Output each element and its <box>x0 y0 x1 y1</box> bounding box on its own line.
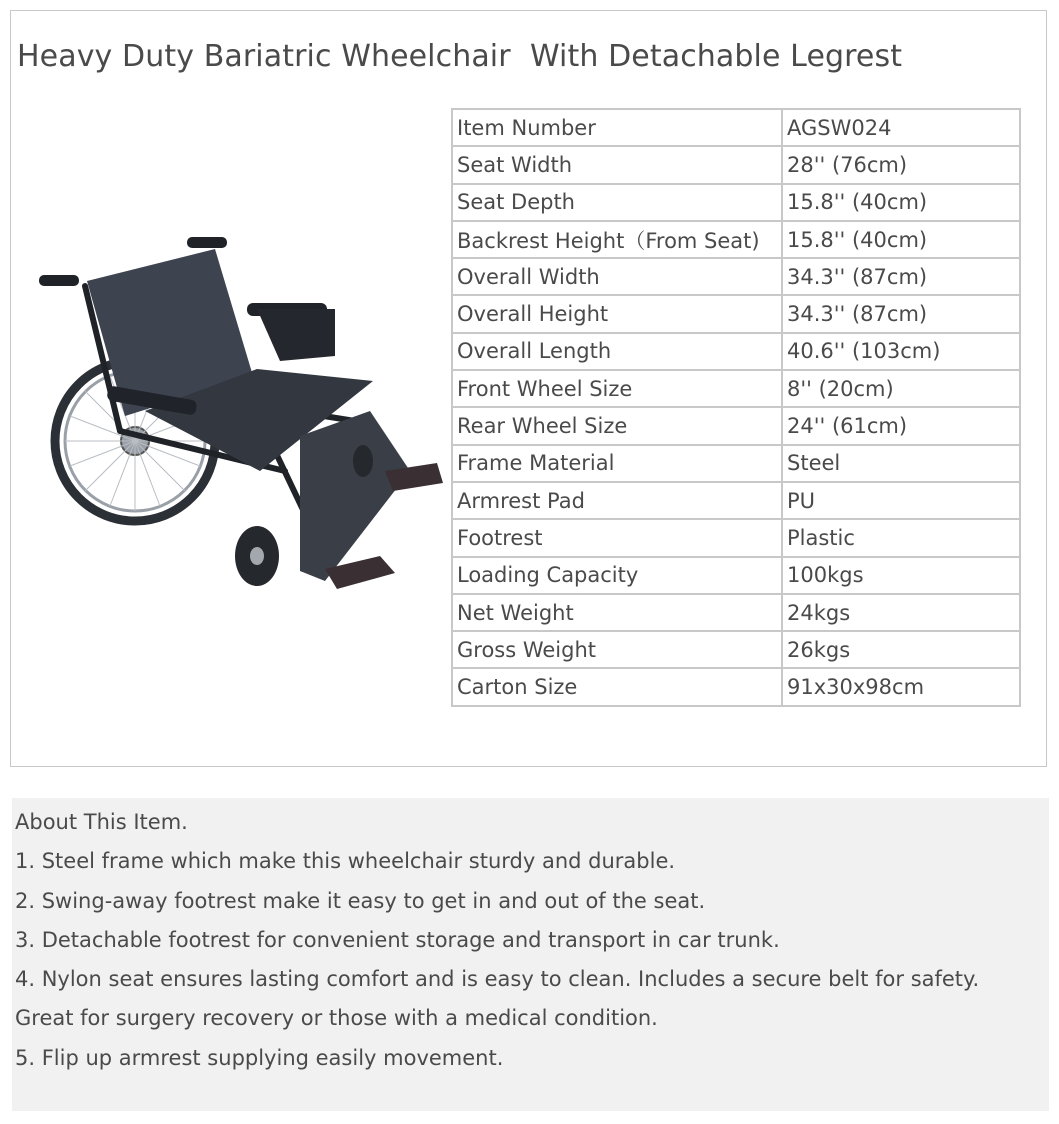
spec-row <box>452 557 1020 594</box>
spec-row <box>452 295 1020 332</box>
spec-row <box>452 407 1020 444</box>
spec-row <box>452 258 1020 295</box>
spec-label: Loading Capacity <box>452 557 782 594</box>
spec-label: Frame Material <box>452 445 782 482</box>
spec-value: 100kgs <box>782 557 1020 594</box>
spec-row <box>452 146 1020 183</box>
spec-label: Rear Wheel Size <box>452 407 782 444</box>
about-line: 5. Flip up armrest supplying easily movement. <box>15 1045 504 1070</box>
spec-value: PU <box>782 482 1020 519</box>
spec-row <box>452 445 1020 482</box>
spec-value: 34.3'' (87cm) <box>782 258 1020 295</box>
spec-value: 26kgs <box>782 631 1020 668</box>
product-title: Heavy Duty Bariatric Wheelchair With Detachable Legrest <box>17 39 903 74</box>
spec-row <box>452 482 1020 519</box>
spec-row <box>452 221 1020 258</box>
spec-value: 91x30x98cm <box>782 668 1020 705</box>
spec-value: 15.8'' (40cm) <box>782 221 1020 258</box>
spec-label: Item Number <box>452 109 782 146</box>
spec-label: Overall Width <box>452 258 782 295</box>
spec-value: 24kgs <box>782 594 1020 631</box>
spec-row <box>452 370 1020 407</box>
about-line: 1. Steel frame which make this wheelchair sturdy and durable. <box>15 849 676 874</box>
spec-table <box>451 108 1021 707</box>
about-line: 3. Detachable footrest for convenient storage and transport in car trunk. <box>15 927 780 952</box>
about-list <box>15 842 1049 1078</box>
spec-value: 28'' (76cm) <box>782 146 1020 183</box>
spec-label: Seat Depth <box>452 184 782 221</box>
about-section <box>12 798 1049 1111</box>
spec-label: Seat Width <box>452 146 782 183</box>
spec-row <box>452 594 1020 631</box>
spec-value: 15.8'' (40cm) <box>782 184 1020 221</box>
spec-row <box>452 519 1020 556</box>
spec-value: 40.6'' (103cm) <box>782 333 1020 370</box>
spec-value: 24'' (61cm) <box>782 407 1020 444</box>
product-card <box>10 10 1047 767</box>
spec-row <box>452 631 1020 668</box>
spec-row <box>452 109 1020 146</box>
spec-label: Backrest Height（From Seat) <box>452 221 782 258</box>
spec-label: Footrest <box>452 519 782 556</box>
about-heading: About This Item. <box>15 810 188 834</box>
spec-label: Net Weight <box>452 594 782 631</box>
spec-label: Carton Size <box>452 668 782 705</box>
spec-value: 34.3'' (87cm) <box>782 295 1020 332</box>
spec-row <box>452 184 1020 221</box>
spec-value: Steel <box>782 445 1020 482</box>
spec-label: Gross Weight <box>452 631 782 668</box>
spec-value: Plastic <box>782 519 1020 556</box>
spec-value: AGSW024 <box>782 109 1020 146</box>
spec-row <box>452 668 1020 705</box>
spec-row <box>452 333 1020 370</box>
wheelchair-image <box>25 171 455 591</box>
about-line: 4. Nylon seat ensures lasting comfort and is easy to clean. Includes a secure belt for safety. <box>15 967 980 992</box>
spec-label: Front Wheel Size <box>452 370 782 407</box>
spec-label: Overall Height <box>452 295 782 332</box>
spec-value: 8'' (20cm) <box>782 370 1020 407</box>
about-line: Great for surgery recovery or those with a medical condition. <box>15 1006 658 1031</box>
about-line: 2. Swing-away footrest make it easy to get in and out of the seat. <box>15 888 706 913</box>
spec-label: Armrest Pad <box>452 482 782 519</box>
spec-label: Overall Length <box>452 333 782 370</box>
